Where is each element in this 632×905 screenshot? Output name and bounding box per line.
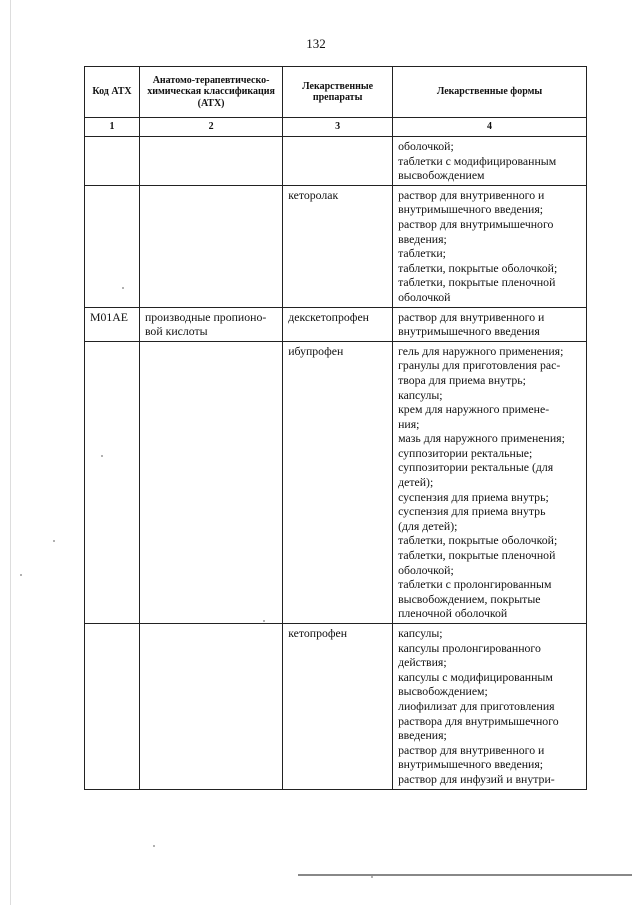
atx-code-cell — [85, 137, 140, 186]
atx-code-cell: M01AE — [85, 307, 140, 341]
dosage-form-line: суспензия для приема внутрь — [398, 504, 546, 519]
dosage-form-line: раствор для внутривенного и — [398, 309, 545, 324]
dosage-form-line: твора для приема внутрь; — [398, 372, 526, 387]
atx-classification-cell — [139, 624, 282, 790]
atx-classification-cell — [139, 185, 282, 307]
scan-speck — [122, 287, 124, 289]
table-row — [85, 137, 587, 186]
dosage-form-line: введения; — [398, 728, 447, 743]
dosage-form-line: гранулы для приготовления рас- — [398, 358, 561, 373]
dosage-form-line: раствор для внутривенного и — [398, 187, 545, 202]
dosage-forms-cell — [393, 185, 587, 307]
dosage-form-line: оболочкой; — [398, 139, 454, 153]
dosage-form-line: высвобождением — [398, 168, 485, 183]
dosage-form-line: раствор для инфузий и внутри- — [398, 771, 555, 786]
dosage-form-line: капсулы; — [398, 387, 443, 402]
dosage-form-line: оболочкой — [398, 289, 451, 304]
atx-code-cell — [85, 624, 140, 790]
dosage-form-line: капсулы пролонгированного — [398, 640, 541, 655]
dosage-form-line: суппозитории ректальные; — [398, 445, 533, 460]
drug-name-cell: кеторолак — [283, 185, 393, 307]
dosage-form-line: внутримышечного введения; — [398, 757, 544, 772]
column-number: 1 — [85, 118, 140, 137]
table-row — [85, 185, 587, 307]
dosage-form-line: таблетки с модифицированным — [398, 153, 557, 168]
classification-line: вой кислоты — [144, 324, 208, 339]
drug-name-cell: декскетопрофен — [283, 307, 393, 341]
drug-name-cell: ибупрофен — [283, 341, 393, 623]
dosage-form-line: крем для наружного примене- — [398, 402, 550, 417]
dosage-form-line: внутримышечного введения; — [398, 202, 544, 217]
scan-speck — [20, 574, 22, 576]
atx-table — [84, 66, 587, 790]
dosage-form-line: (для детей); — [398, 518, 458, 533]
header-drugs: Лекарственные препараты — [283, 67, 393, 118]
dosage-form-line: введения; — [398, 231, 447, 246]
dosage-form-line: капсулы; — [398, 626, 443, 640]
table-row — [85, 307, 587, 341]
dosage-form-line: таблетки, покрытые пленочной — [398, 548, 556, 563]
scan-speck — [263, 620, 265, 622]
scan-speck — [53, 540, 55, 542]
scan-speck — [101, 455, 103, 457]
dosage-form-line: мазь для наружного применения; — [398, 431, 565, 446]
scan-speck — [371, 876, 373, 878]
dosage-form-line: высвобождением, покрытые — [398, 591, 541, 606]
dosage-form-line: раствор для внутримышечного — [398, 216, 554, 231]
column-number: 4 — [393, 118, 587, 137]
dosage-form-line: таблетки, покрытые оболочкой; — [398, 533, 558, 548]
atx-code-cell — [85, 185, 140, 307]
header-atx-code: Код АТХ — [85, 67, 140, 118]
column-number: 2 — [139, 118, 282, 137]
atx-code-cell — [85, 341, 140, 623]
dosage-forms-cell — [393, 341, 587, 623]
atx-classification-cell — [139, 341, 282, 623]
column-number-row — [85, 118, 587, 137]
atx-classification-cell — [139, 307, 282, 341]
header-atx-classification: Анатомо-терапевтическо-химическая классификация (АТХ) — [139, 67, 282, 118]
dosage-form-line: оболочкой; — [398, 562, 454, 577]
dosage-form-line: таблетки, покрытые оболочкой; — [398, 260, 558, 275]
dosage-forms-cell — [393, 307, 587, 341]
dosage-form-line: действия; — [398, 655, 447, 670]
dosage-forms-cell — [393, 624, 587, 790]
column-number: 3 — [283, 118, 393, 137]
dosage-form-line: ния; — [398, 416, 420, 431]
dosage-form-line: таблетки; — [398, 246, 446, 261]
scan-speck — [153, 845, 155, 847]
scan-edge-line — [10, 0, 11, 905]
table-header-row — [85, 67, 587, 118]
dosage-forms-cell — [393, 137, 587, 186]
bottom-scan-line — [298, 874, 632, 876]
dosage-form-line: таблетки, покрытые пленочной — [398, 275, 556, 290]
header-dosage-forms: Лекарственные формы — [393, 67, 587, 118]
dosage-form-line: раствор для внутривенного и — [398, 742, 545, 757]
classification-line: производные пропионо- — [144, 309, 267, 324]
dosage-form-line: раствора для внутримышечного — [398, 713, 559, 728]
dosage-form-line: детей); — [398, 475, 434, 490]
dosage-form-line: лиофилизат для приготовления — [398, 698, 555, 713]
page-number: 132 — [306, 36, 326, 51]
table-body — [85, 137, 587, 790]
table-row — [85, 624, 587, 790]
atx-classification-cell — [139, 137, 282, 186]
dosage-form-line: таблетки с пролонгированным — [398, 577, 552, 592]
dosage-form-line: гель для наружного применения; — [398, 343, 564, 358]
table-row — [85, 341, 587, 623]
dosage-form-line: внутримышечного введения — [398, 324, 540, 339]
drug-name-cell: кетопрофен — [283, 624, 393, 790]
dosage-form-line: пленочной оболочкой — [398, 606, 508, 621]
dosage-form-line: суппозитории ректальные (для — [398, 460, 554, 475]
drug-name-cell — [283, 137, 393, 186]
dosage-form-line: суспензия для приема внутрь; — [398, 489, 549, 504]
dosage-form-line: высвобождением; — [398, 684, 488, 699]
dosage-form-line: капсулы с модифицированным — [398, 669, 553, 684]
